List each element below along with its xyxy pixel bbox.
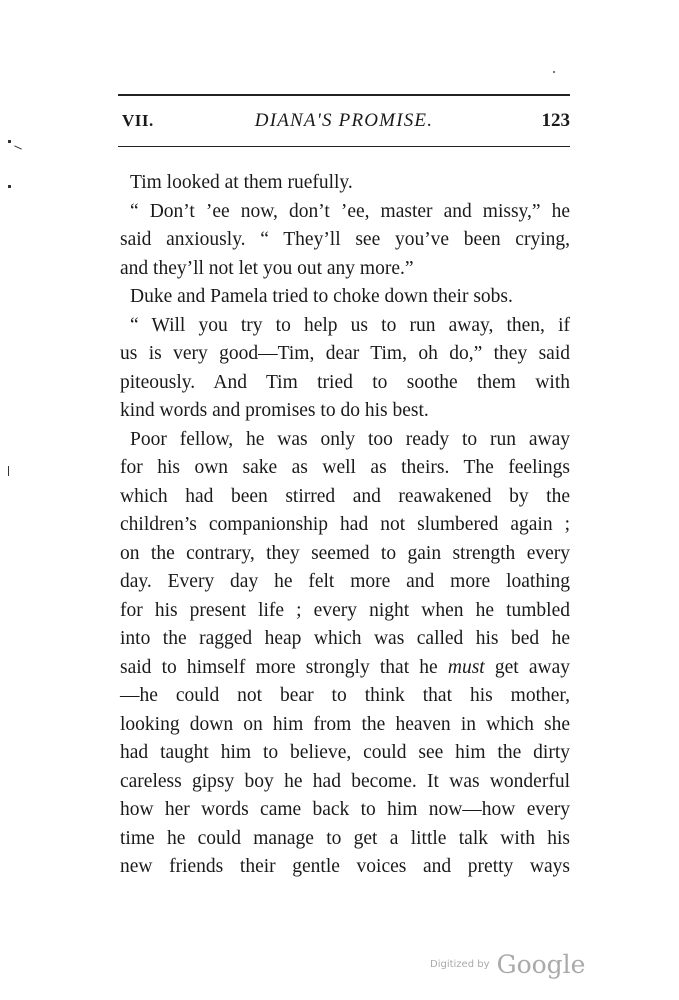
page-number: 123 [541, 110, 570, 131]
scan-speck [8, 466, 9, 476]
text-line: day. Every day he felt more and more loathing [120, 571, 570, 592]
text-line: said anxiously. “ They’ll see you’ve been crying, [120, 229, 570, 250]
text-line: Tim looked at them ruefully. [130, 172, 353, 193]
text-line: new friends their gentle voices and pretty ways [120, 856, 570, 877]
page-body [120, 169, 570, 882]
text-line: “ Will you try to help us to run away, then, if [130, 314, 570, 336]
emphasis-word: must [447, 656, 485, 678]
text-line: how her words came back to him now—how every [120, 799, 570, 820]
text-line: piteously. And Tim tried to soothe them with [120, 371, 570, 393]
text-line: had taught him to believe, could see him the dirty [120, 742, 570, 763]
google-logo: Google [496, 950, 586, 979]
text-line: “ Don’t ’ee now, don’t ’ee, master and missy,” he [130, 200, 570, 222]
text-segment: get away [484, 656, 570, 678]
running-title: DIANA'S PROMISE. [254, 110, 434, 131]
digitized-watermark [430, 950, 585, 979]
header-rule-top [118, 94, 570, 96]
text-segment: said to himself more strongly that he [120, 656, 448, 678]
digitized-label: Digitized by [430, 959, 490, 970]
text-line: for his present life ; every night when he tumbled [120, 599, 570, 621]
text-line: time he could manage to get a little talk with his [120, 827, 570, 849]
text-line: Poor fellow, he was only too ready to run away [130, 428, 570, 450]
text-line: into the ragged heap which was called his bed he [120, 628, 570, 649]
text-line: careless gipsy boy he had become. It was wonderful [120, 770, 570, 792]
header-rule-bottom [118, 146, 570, 147]
text-line: Duke and Pamela tried to choke down their sobs. [130, 286, 513, 307]
chapter-number: VII. [122, 111, 154, 130]
text-line: us is very good—Tim, dear Tim, oh do,” they said [120, 343, 570, 364]
scan-speck [8, 140, 11, 143]
text-line: —he could not bear to think that his mother, [120, 685, 570, 706]
text-line: for his own sake as well as theirs. The feelings [120, 457, 570, 478]
scan-speck [553, 71, 555, 73]
running-head [118, 109, 570, 137]
text-line: kind words and promises to do his best. [120, 400, 429, 421]
scan-speck [14, 145, 22, 149]
text-line: and they’ll not let you out any more.” [120, 257, 414, 279]
text-line: children’s companionship had not slumbered again ; [120, 514, 570, 535]
scan-speck [8, 185, 11, 188]
text-line: which had been stirred and reawakened by the [120, 485, 570, 507]
text-line: on the contrary, they seemed to gain strength every [120, 542, 570, 564]
text-line: looking down on him from the heaven in which she [120, 713, 570, 735]
text-line [120, 654, 570, 683]
